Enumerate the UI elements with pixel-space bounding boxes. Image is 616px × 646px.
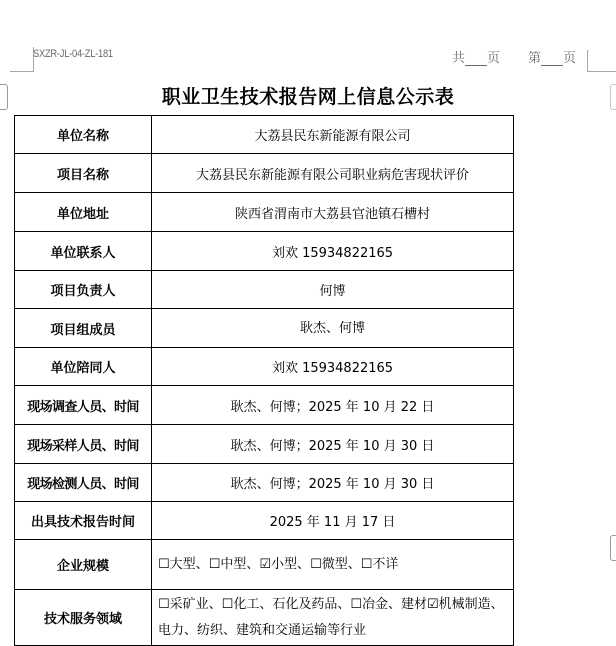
row-label: 现场检测人员、时间: [15, 464, 152, 502]
crop-mark-top-right: [587, 71, 616, 72]
table-row: [15, 502, 514, 540]
total-pages-prefix: 共: [452, 51, 466, 66]
table-row: [15, 271, 514, 309]
current-page: [528, 47, 576, 66]
row-value: 耿杰、何博；2025 年 10 月 30 日: [152, 425, 514, 464]
row-label: 项目名称: [15, 154, 152, 193]
row-value: 陕西省渭南市大荔县官池镇石槽村: [152, 193, 514, 232]
checkbox-mining[interactable]: ☐采矿业、: [158, 597, 222, 612]
info-table: [14, 115, 514, 646]
checkbox-unknown[interactable]: ☐不详: [360, 556, 399, 572]
row-value: 耿杰、何博；2025 年 10 月 22 日: [152, 386, 514, 425]
table-row: [15, 309, 514, 348]
row-label: 单位联系人: [15, 232, 152, 271]
row-label: 单位陪同人: [15, 348, 152, 386]
page-count: [452, 47, 604, 66]
row-label: 出具技术报告时间: [15, 502, 152, 540]
row-label: 项目组成员: [15, 309, 152, 348]
checkbox-medium[interactable]: ☐中型: [208, 556, 247, 572]
row-value: 大荔县民东新能源有限公司: [152, 116, 514, 154]
total-pages-suffix: 页: [487, 51, 501, 66]
document-code: SXZR-JL-04-ZL-181: [33, 48, 113, 60]
row-label: 现场调查人员、时间: [15, 386, 152, 425]
row-value: 刘欢 15934822165: [152, 232, 514, 271]
crop-mark-top-left: [10, 71, 33, 72]
checkbox-micro[interactable]: ☐微型: [310, 556, 348, 572]
row-label: 单位名称: [15, 116, 152, 154]
current-page-suffix: 页: [563, 51, 577, 66]
current-page-prefix: 第: [528, 51, 542, 66]
service-field-options: [152, 590, 514, 646]
current-page-blank: [541, 53, 563, 66]
checkbox-small[interactable]: ☑小型: [259, 556, 298, 572]
table-row-service-field: [15, 590, 514, 646]
checkbox-chemical[interactable]: ☐化工、石化及药品、: [221, 597, 351, 612]
total-pages-blank: [465, 53, 487, 66]
checkbox-machinery[interactable]: ☑机械制造、电力、纺织、建筑和交通运输等行业: [158, 597, 504, 638]
table-row: [15, 116, 514, 154]
row-value: 刘欢 15934822165: [152, 348, 514, 386]
row-value: 大荔县民东新能源有限公司职业病危害现状评价: [152, 154, 514, 193]
table-row: [15, 193, 514, 232]
enterprise-scale-options: ☐大型、☐中型、☑小型、☐微型、☐不详: [152, 540, 514, 590]
row-label: 项目负责人: [15, 271, 152, 309]
row-label: 技术服务领域: [15, 590, 152, 646]
table-row: [15, 232, 514, 271]
table-row: [15, 386, 514, 425]
table-row: [15, 348, 514, 386]
row-value: 2025 年 11 月 17 日: [152, 502, 514, 540]
table-row: [15, 464, 514, 502]
table-row-enterprise-scale: [15, 540, 514, 590]
checkbox-metallurgy[interactable]: ☐冶金、建材: [350, 597, 428, 612]
table-row: [15, 154, 514, 193]
document-title: 职业卫生技术报告网上信息公示表: [161, 86, 455, 108]
row-label: 企业规模: [15, 540, 152, 590]
row-label: 单位地址: [15, 193, 152, 232]
row-value: 耿杰、何博；2025 年 10 月 30 日: [152, 464, 514, 502]
checkbox-large[interactable]: ☐大型: [158, 556, 196, 572]
total-pages: [452, 47, 500, 66]
row-label: 现场采样人员、时间: [15, 425, 152, 464]
row-value: 耿杰、何博: [152, 309, 514, 348]
row-value: 何博: [152, 271, 514, 309]
table-row: [15, 425, 514, 464]
margin-marker-right-bottom: [610, 535, 616, 561]
